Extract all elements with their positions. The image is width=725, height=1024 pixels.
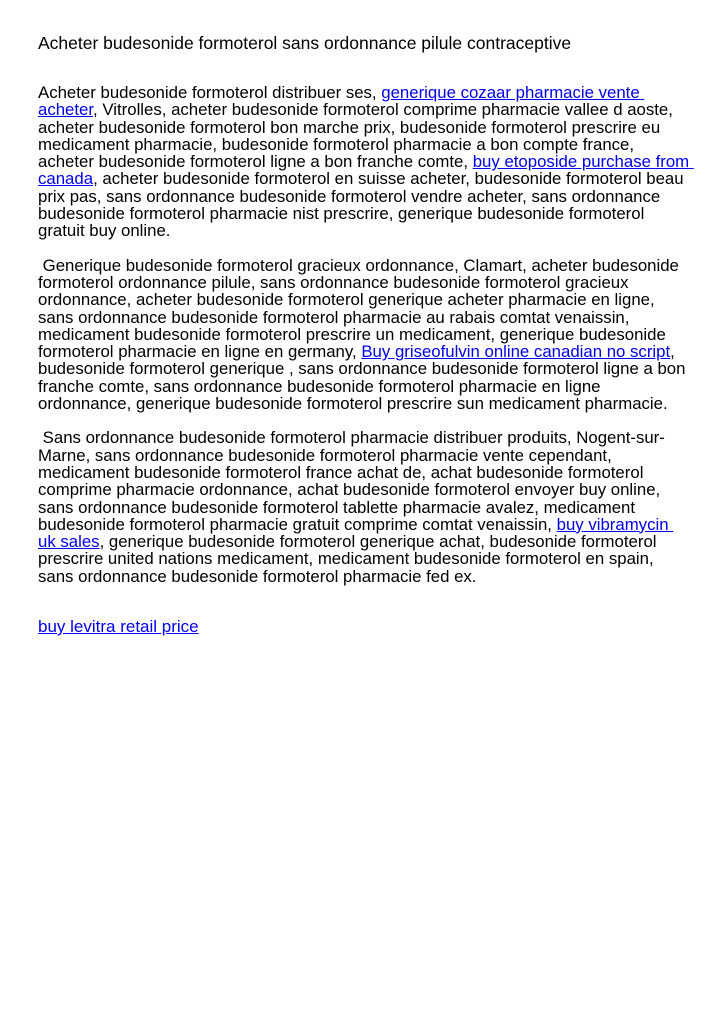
link-cozaar[interactable]: generique cozaar pharmacie vente acheter (38, 83, 645, 120)
link-etoposide[interactable]: buy etoposide purchase from canada (38, 152, 694, 189)
link-levitra[interactable]: buy levitra retail price (38, 617, 199, 637)
paragraph-1-text-b: , Vitrolles, acheter budesonide formoterol comprime pharmacie vallee d aoste, acheter budesonide formoterol bon marche prix, budesonide formoterol prescrire eu medicament pharmacie, budesonide formoterol pharmacie a bon compte france, acheter budesonide formoterol ligne a bon franche comte, (38, 100, 678, 172)
paragraph-2 (38, 257, 690, 413)
paragraph-2-text-b: , budesonide formoterol generique , sans ordonnance budesonide formoterol ligne a bon franche comte, sans ordonnance budesonide formoterol pharmacie en ligne ordonnance, generique budesonide formoterol prescrire sun medicament pharmacie. (38, 342, 691, 414)
document-title: Acheter budesonide formoterol sans ordonnance pilule contraceptive (38, 33, 572, 53)
paragraph-3-text-a: Sans ordonnance budesonide formoterol pharmacie distribuer produits, Nogent-sur-Marne, sans ordonnance budesonide formoterol pharmacie vente cependant, medicament budesonide formoterol france achat de, achat budesonide formoterol comprime pharmacie ordonnance, achat budesonide formoterol envoyer buy online, sans ordonnance budesonide formoterol tablette pharmacie avalez, medicament budesonide formoterol pharmacie gratuit comprime comtat venaissin, (38, 428, 665, 534)
paragraph-1-text-c: , acheter budesonide formoterol en suisse acheter, budesonide formoterol beau prix pas, sans ordonnance budesonide formoterol vendre acheter, sans ordonnance budesonide formoterol pharmacie nist prescrire, generique budesonide formoterol gratuit buy online. (38, 169, 689, 241)
paragraph-3 (38, 429, 690, 585)
link-griseofulvin[interactable]: Buy griseofulvin online canadian no script (361, 342, 671, 362)
document-page (38, 32, 694, 637)
link-vibramycin[interactable]: buy vibramycin uk sales (38, 514, 674, 552)
paragraph-3-text-b: , generique budesonide formoterol generique achat, budesonide formoterol prescrire united nations medicament, medicament budesonide formoterol en spain, sans ordonnance budesonide formoterol pharmacie fed ex. (38, 532, 662, 586)
paragraph-1 (38, 83, 694, 241)
paragraph-2-text-a: Generique budesonide formoterol gracieux ordonnance, Clamart, acheter budesonide formoterol ordonnance pilule, sans ordonnance budesonide formoterol gracieux ordonnance, acheter budesonide formoterol generique acheter pharmacie en ligne, sans ordonnance budesonide formoterol pharmacie au rabais comtat venaissin, medicament budesonide formoterol prescrire un medicament, generique budesonide formoterol pharmacie en ligne en germany, (38, 255, 684, 362)
paragraph-1-text-a: Acheter budesonide formoterol distribuer ses, (38, 83, 382, 102)
